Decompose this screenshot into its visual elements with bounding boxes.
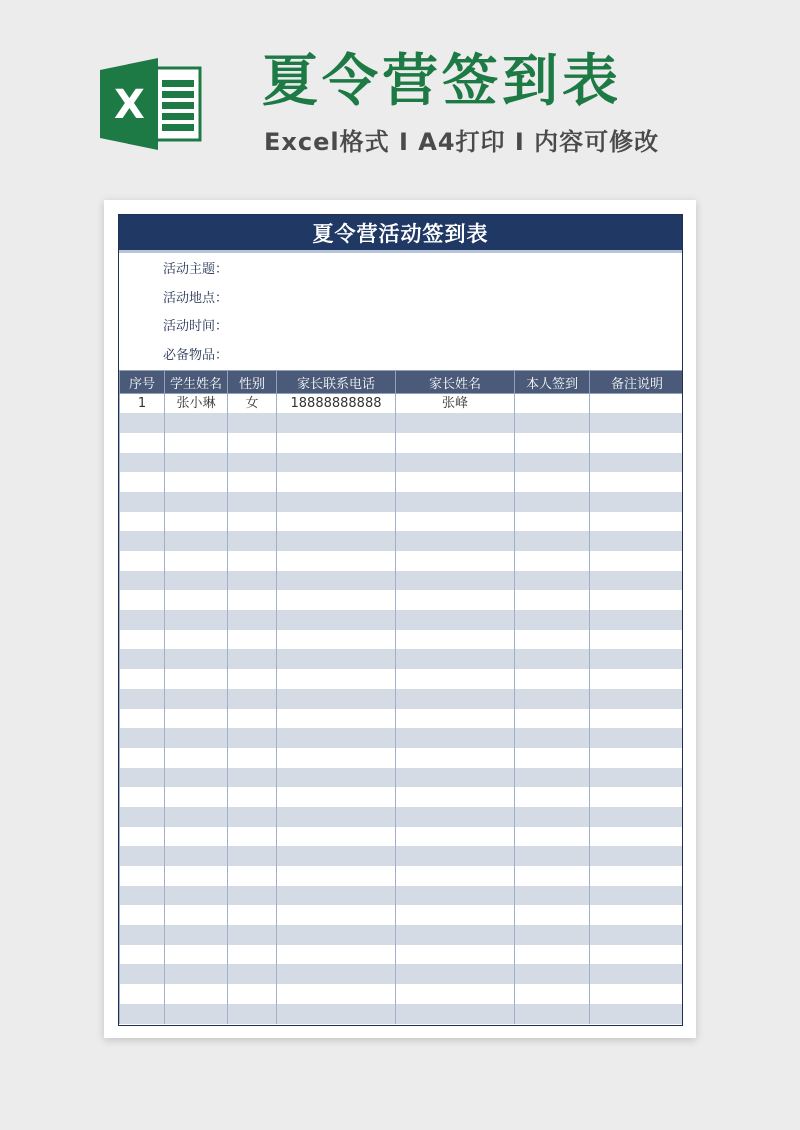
table-row — [120, 925, 684, 945]
cell-sign[interactable] — [515, 1004, 590, 1024]
cell-student-name[interactable] — [165, 768, 228, 788]
cell-sign[interactable] — [515, 984, 590, 1004]
cell-gender[interactable]: 女 — [228, 394, 277, 414]
cell-gender[interactable] — [228, 571, 277, 591]
cell-parent-name[interactable] — [396, 649, 515, 669]
table-row — [120, 964, 684, 984]
cell-student-name[interactable] — [165, 472, 228, 492]
cell-index[interactable] — [120, 748, 165, 768]
table-row — [120, 905, 684, 925]
cell-gender[interactable] — [228, 492, 277, 512]
cell-parent-phone[interactable] — [277, 1004, 396, 1024]
cell-notes[interactable] — [590, 413, 684, 433]
cell-parent-phone[interactable] — [277, 827, 396, 847]
page-subtitle: Excel格式 I A4打印 I 内容可修改 — [264, 128, 660, 156]
cell-sign[interactable] — [515, 394, 590, 414]
cell-student-name[interactable] — [165, 925, 228, 945]
cell-parent-phone[interactable] — [277, 905, 396, 925]
cell-notes[interactable] — [590, 394, 684, 414]
cell-parent-name[interactable] — [396, 531, 515, 551]
cell-student-name[interactable] — [165, 551, 228, 571]
info-items[interactable]: 必备物品： — [163, 347, 229, 363]
table-row — [120, 787, 684, 807]
excel-logo-icon — [100, 58, 204, 150]
cell-gender[interactable] — [228, 905, 277, 925]
cell-notes[interactable] — [590, 610, 684, 630]
cell-sign[interactable] — [515, 925, 590, 945]
cell-gender[interactable] — [228, 728, 277, 748]
cell-gender[interactable] — [228, 925, 277, 945]
cell-gender[interactable] — [228, 748, 277, 768]
cell-parent-phone[interactable] — [277, 492, 396, 512]
table-row — [120, 433, 684, 453]
table-body — [120, 394, 684, 1024]
table-row — [120, 669, 684, 689]
cell-student-name[interactable] — [165, 590, 228, 610]
cell-sign[interactable] — [515, 964, 590, 984]
table-row — [120, 728, 684, 748]
cell-student-name[interactable] — [165, 413, 228, 433]
cell-notes[interactable] — [590, 945, 684, 965]
cell-sign[interactable] — [515, 649, 590, 669]
col-header-parent-name: 家长姓名 — [396, 371, 515, 394]
table-row — [120, 394, 684, 414]
cell-parent-name[interactable] — [396, 866, 515, 886]
table-row — [120, 846, 684, 866]
table-row — [120, 512, 684, 532]
cell-parent-name[interactable] — [396, 787, 515, 807]
cell-student-name[interactable] — [165, 787, 228, 807]
cell-sign[interactable] — [515, 669, 590, 689]
cell-parent-phone[interactable] — [277, 866, 396, 886]
cell-index[interactable] — [120, 551, 165, 571]
col-header-sign: 本人签到 — [515, 371, 590, 394]
cell-gender[interactable] — [228, 590, 277, 610]
cell-gender[interactable] — [228, 413, 277, 433]
cell-parent-phone[interactable] — [277, 768, 396, 788]
cell-parent-name[interactable] — [396, 472, 515, 492]
cell-parent-phone[interactable] — [277, 472, 396, 492]
cell-parent-phone[interactable] — [277, 787, 396, 807]
cell-index[interactable] — [120, 827, 165, 847]
cell-notes[interactable] — [590, 472, 684, 492]
table-row — [120, 413, 684, 433]
cell-notes[interactable] — [590, 886, 684, 906]
table-row — [120, 866, 684, 886]
cell-parent-name[interactable] — [396, 709, 515, 729]
cell-sign[interactable] — [515, 433, 590, 453]
cell-parent-name[interactable] — [396, 630, 515, 650]
cell-sign[interactable] — [515, 807, 590, 827]
cell-gender[interactable] — [228, 630, 277, 650]
cell-parent-phone[interactable] — [277, 531, 396, 551]
table-row — [120, 571, 684, 591]
cell-notes[interactable] — [590, 512, 684, 532]
cell-index[interactable] — [120, 984, 165, 1004]
cell-sign[interactable] — [515, 748, 590, 768]
cell-parent-phone[interactable]: 18888888888 — [277, 394, 396, 414]
cell-parent-phone[interactable] — [277, 433, 396, 453]
table-row — [120, 1004, 684, 1024]
table-row — [120, 984, 684, 1004]
cell-index[interactable] — [120, 669, 165, 689]
cell-notes[interactable] — [590, 433, 684, 453]
cell-student-name[interactable] — [165, 886, 228, 906]
table-row — [120, 590, 684, 610]
cell-parent-name[interactable] — [396, 1004, 515, 1024]
cell-student-name[interactable] — [165, 807, 228, 827]
info-time[interactable]: 活动时间： — [163, 319, 229, 334]
cell-sign[interactable] — [515, 472, 590, 492]
cell-notes[interactable] — [590, 689, 684, 709]
cell-parent-phone[interactable] — [277, 728, 396, 748]
cell-index[interactable] — [120, 590, 165, 610]
cell-student-name[interactable] — [165, 709, 228, 729]
cell-notes[interactable] — [590, 827, 684, 847]
page-title: 夏令营签到表 — [262, 49, 622, 114]
cell-student-name[interactable] — [165, 433, 228, 453]
cell-index[interactable] — [120, 630, 165, 650]
cell-notes[interactable] — [590, 787, 684, 807]
cell-notes[interactable] — [590, 590, 684, 610]
cell-index[interactable] — [120, 571, 165, 591]
cell-sign[interactable] — [515, 492, 590, 512]
cell-index[interactable] — [120, 925, 165, 945]
cell-parent-name[interactable] — [396, 512, 515, 532]
cell-student-name[interactable] — [165, 531, 228, 551]
cell-student-name[interactable] — [165, 492, 228, 512]
info-location[interactable]: 活动地点： — [163, 290, 229, 306]
cell-index[interactable] — [120, 807, 165, 827]
cell-gender[interactable] — [228, 649, 277, 669]
cell-sign[interactable] — [515, 531, 590, 551]
cell-parent-name[interactable] — [396, 807, 515, 827]
cell-sign[interactable] — [515, 630, 590, 650]
cell-student-name[interactable] — [165, 689, 228, 709]
cell-parent-phone[interactable] — [277, 886, 396, 906]
cell-gender[interactable] — [228, 846, 277, 866]
cell-sign[interactable] — [515, 512, 590, 532]
cell-sign[interactable] — [515, 571, 590, 591]
cell-index[interactable] — [120, 453, 165, 473]
table-row — [120, 492, 684, 512]
col-header-notes: 备注说明 — [590, 371, 684, 394]
cell-sign[interactable] — [515, 945, 590, 965]
cell-index[interactable] — [120, 964, 165, 984]
cell-parent-name[interactable] — [396, 413, 515, 433]
cell-index[interactable] — [120, 768, 165, 788]
cell-parent-phone[interactable] — [277, 807, 396, 827]
cell-index[interactable] — [120, 945, 165, 965]
cell-gender[interactable] — [228, 866, 277, 886]
page-header — [0, 0, 800, 200]
cell-notes[interactable] — [590, 905, 684, 925]
table-row — [120, 453, 684, 473]
cell-sign[interactable] — [515, 590, 590, 610]
cell-student-name[interactable] — [165, 1004, 228, 1024]
cell-student-name[interactable] — [165, 610, 228, 630]
cell-student-name[interactable] — [165, 827, 228, 847]
cell-gender[interactable] — [228, 709, 277, 729]
col-header-parent-phone: 家长联系电话 — [277, 371, 396, 394]
cell-gender[interactable] — [228, 472, 277, 492]
cell-student-name[interactable] — [165, 846, 228, 866]
cell-notes[interactable] — [590, 531, 684, 551]
cell-parent-name[interactable] — [396, 964, 515, 984]
cell-parent-phone[interactable] — [277, 610, 396, 630]
cell-parent-name[interactable] — [396, 945, 515, 965]
cell-sign[interactable] — [515, 905, 590, 925]
cell-parent-phone[interactable] — [277, 571, 396, 591]
svg-text:X: X — [114, 82, 145, 128]
cell-gender[interactable] — [228, 512, 277, 532]
cell-gender[interactable] — [228, 610, 277, 630]
cell-index[interactable] — [120, 689, 165, 709]
cell-parent-name[interactable] — [396, 689, 515, 709]
cell-parent-phone[interactable] — [277, 512, 396, 532]
activity-info — [119, 253, 682, 370]
cell-notes[interactable] — [590, 453, 684, 473]
cell-parent-name[interactable] — [396, 886, 515, 906]
attendance-table — [119, 370, 683, 1024]
table-row — [120, 531, 684, 551]
cell-gender[interactable] — [228, 945, 277, 965]
cell-student-name[interactable]: 张小琳 — [165, 394, 228, 414]
cell-parent-name[interactable] — [396, 905, 515, 925]
col-header-student-name: 学生姓名 — [165, 371, 228, 394]
cell-notes[interactable] — [590, 964, 684, 984]
cell-student-name[interactable] — [165, 669, 228, 689]
table-row — [120, 551, 684, 571]
cell-parent-name[interactable] — [396, 728, 515, 748]
cell-parent-name[interactable] — [396, 827, 515, 847]
cell-parent-phone[interactable] — [277, 709, 396, 729]
cell-parent-name[interactable] — [396, 590, 515, 610]
cell-parent-phone[interactable] — [277, 630, 396, 650]
cell-index[interactable] — [120, 472, 165, 492]
cell-parent-name[interactable] — [396, 669, 515, 689]
table-row — [120, 807, 684, 827]
cell-parent-phone[interactable] — [277, 649, 396, 669]
cell-gender[interactable] — [228, 531, 277, 551]
cell-student-name[interactable] — [165, 571, 228, 591]
cell-sign[interactable] — [515, 768, 590, 788]
cell-gender[interactable] — [228, 964, 277, 984]
table-header-row — [120, 371, 684, 394]
cell-student-name[interactable] — [165, 866, 228, 886]
cell-sign[interactable] — [515, 728, 590, 748]
table-row — [120, 709, 684, 729]
cell-parent-phone[interactable] — [277, 748, 396, 768]
cell-sign[interactable] — [515, 886, 590, 906]
cell-student-name[interactable] — [165, 630, 228, 650]
cell-parent-phone[interactable] — [277, 945, 396, 965]
table-row — [120, 886, 684, 906]
cell-notes[interactable] — [590, 709, 684, 729]
cell-gender[interactable] — [228, 768, 277, 788]
cell-parent-name[interactable]: 张峰 — [396, 394, 515, 414]
cell-parent-name[interactable] — [396, 984, 515, 1004]
cell-index[interactable] — [120, 610, 165, 630]
cell-gender[interactable] — [228, 551, 277, 571]
cell-student-name[interactable] — [165, 984, 228, 1004]
cell-sign[interactable] — [515, 413, 590, 433]
table-row — [120, 827, 684, 847]
cell-gender[interactable] — [228, 689, 277, 709]
table-row — [120, 610, 684, 630]
cell-sign[interactable] — [515, 453, 590, 473]
cell-student-name[interactable] — [165, 748, 228, 768]
cell-gender[interactable] — [228, 807, 277, 827]
cell-parent-phone[interactable] — [277, 925, 396, 945]
cell-notes[interactable] — [590, 807, 684, 827]
table-row — [120, 689, 684, 709]
cell-parent-name[interactable] — [396, 748, 515, 768]
table-row — [120, 945, 684, 965]
col-header-index: 序号 — [120, 371, 165, 394]
cell-parent-name[interactable] — [396, 846, 515, 866]
cell-parent-name[interactable] — [396, 768, 515, 788]
cell-gender[interactable] — [228, 453, 277, 473]
cell-student-name[interactable] — [165, 728, 228, 748]
cell-index[interactable] — [120, 649, 165, 669]
cell-gender[interactable] — [228, 984, 277, 1004]
col-header-gender: 性别 — [228, 371, 277, 394]
cell-sign[interactable] — [515, 827, 590, 847]
cell-gender[interactable] — [228, 787, 277, 807]
paper-sheet — [104, 200, 696, 1038]
cell-index[interactable] — [120, 709, 165, 729]
cell-parent-phone[interactable] — [277, 846, 396, 866]
table-row — [120, 748, 684, 768]
table-row — [120, 649, 684, 669]
cell-notes[interactable] — [590, 649, 684, 669]
cell-index[interactable] — [120, 512, 165, 532]
cell-notes[interactable] — [590, 728, 684, 748]
cell-parent-phone[interactable] — [277, 689, 396, 709]
cell-notes[interactable] — [590, 748, 684, 768]
cell-sign[interactable] — [515, 866, 590, 886]
cell-notes[interactable] — [590, 551, 684, 571]
cell-gender[interactable] — [228, 433, 277, 453]
cell-student-name[interactable] — [165, 649, 228, 669]
cell-parent-name[interactable] — [396, 551, 515, 571]
cell-sign[interactable] — [515, 787, 590, 807]
cell-sign[interactable] — [515, 689, 590, 709]
cell-notes[interactable] — [590, 984, 684, 1004]
cell-gender[interactable] — [228, 1004, 277, 1024]
table-row — [120, 630, 684, 650]
table-row — [120, 768, 684, 788]
sign-in-sheet — [118, 214, 683, 1026]
cell-parent-phone[interactable] — [277, 551, 396, 571]
cell-parent-name[interactable] — [396, 492, 515, 512]
cell-index[interactable] — [120, 531, 165, 551]
info-topic[interactable]: 活动主题： — [163, 262, 229, 277]
cell-index[interactable] — [120, 787, 165, 807]
cell-sign[interactable] — [515, 709, 590, 729]
cell-gender[interactable] — [228, 886, 277, 906]
cell-parent-phone[interactable] — [277, 669, 396, 689]
cell-notes[interactable] — [590, 630, 684, 650]
cell-student-name[interactable] — [165, 964, 228, 984]
cell-notes[interactable] — [590, 492, 684, 512]
cell-index[interactable] — [120, 413, 165, 433]
cell-index[interactable] — [120, 433, 165, 453]
cell-notes[interactable] — [590, 1004, 684, 1024]
cell-gender[interactable] — [228, 827, 277, 847]
cell-index[interactable] — [120, 492, 165, 512]
cell-index[interactable] — [120, 886, 165, 906]
cell-index[interactable] — [120, 846, 165, 866]
cell-student-name[interactable] — [165, 512, 228, 532]
cell-parent-phone[interactable] — [277, 964, 396, 984]
cell-index[interactable] — [120, 866, 165, 886]
cell-parent-phone[interactable] — [277, 590, 396, 610]
cell-index[interactable]: 1 — [120, 394, 165, 414]
cell-index[interactable] — [120, 905, 165, 925]
cell-gender[interactable] — [228, 669, 277, 689]
cell-parent-phone[interactable] — [277, 413, 396, 433]
cell-notes[interactable] — [590, 768, 684, 788]
sheet-title: 夏令营活动签到表 — [119, 215, 682, 253]
table-row — [120, 472, 684, 492]
cell-notes[interactable] — [590, 925, 684, 945]
cell-student-name[interactable] — [165, 945, 228, 965]
cell-parent-name[interactable] — [396, 453, 515, 473]
cell-parent-phone[interactable] — [277, 453, 396, 473]
cell-parent-name[interactable] — [396, 433, 515, 453]
cell-sign[interactable] — [515, 846, 590, 866]
cell-parent-phone[interactable] — [277, 984, 396, 1004]
cell-parent-name[interactable] — [396, 925, 515, 945]
cell-student-name[interactable] — [165, 905, 228, 925]
cell-sign[interactable] — [515, 610, 590, 630]
cell-student-name[interactable] — [165, 453, 228, 473]
cell-notes[interactable] — [590, 669, 684, 689]
cell-index[interactable] — [120, 1004, 165, 1024]
cell-parent-name[interactable] — [396, 610, 515, 630]
cell-sign[interactable] — [515, 551, 590, 571]
cell-notes[interactable] — [590, 866, 684, 886]
cell-notes[interactable] — [590, 846, 684, 866]
cell-parent-name[interactable] — [396, 571, 515, 591]
cell-notes[interactable] — [590, 571, 684, 591]
cell-index[interactable] — [120, 728, 165, 748]
